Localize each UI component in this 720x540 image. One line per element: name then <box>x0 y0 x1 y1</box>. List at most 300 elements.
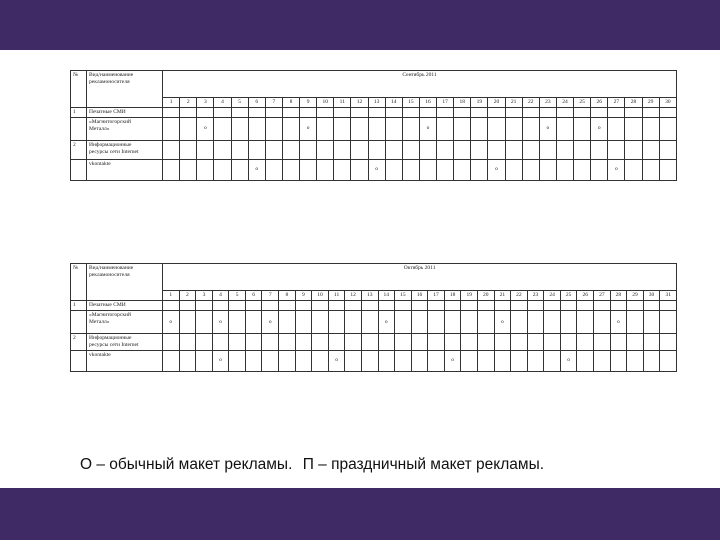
schedule-cell <box>179 350 196 371</box>
schedule-mark: о <box>197 117 214 140</box>
table-row <box>71 334 677 351</box>
empty-cell <box>437 140 454 159</box>
empty-cell <box>351 107 368 117</box>
empty-cell <box>419 140 436 159</box>
schedule-cell <box>279 350 296 371</box>
number-header: № <box>71 71 87 108</box>
day-header: 22 <box>511 291 528 301</box>
schedule-cell <box>262 350 279 371</box>
schedule-cell <box>511 311 528 334</box>
empty-cell <box>610 301 627 311</box>
schedule-mark: о <box>419 117 436 140</box>
schedule-cell <box>428 350 445 371</box>
empty-cell <box>454 107 471 117</box>
section-number: 2 <box>71 140 87 159</box>
empty-cell <box>428 301 445 311</box>
schedule-cell <box>643 350 660 371</box>
day-header: 14 <box>385 98 402 108</box>
empty-cell <box>643 334 660 351</box>
top-band <box>0 0 720 50</box>
section-number: 1 <box>71 107 87 117</box>
schedule-cell <box>511 350 528 371</box>
table-row <box>71 350 677 371</box>
day-header: 24 <box>556 98 573 108</box>
day-header: 4 <box>212 291 229 301</box>
empty-cell <box>437 107 454 117</box>
empty-cell <box>594 301 611 311</box>
empty-cell <box>231 107 248 117</box>
empty-cell <box>300 107 317 117</box>
schedule-cell <box>625 159 642 180</box>
empty-cell <box>196 334 213 351</box>
empty-cell <box>539 140 556 159</box>
schedule-cell <box>378 350 395 371</box>
schedule-cell <box>402 117 419 140</box>
month-header: Сентябрь 2011 <box>163 71 677 98</box>
day-header: 26 <box>591 98 608 108</box>
empty-cell <box>591 140 608 159</box>
schedule-cell <box>659 159 676 180</box>
day-header: 6 <box>245 291 262 301</box>
row-number <box>71 117 87 140</box>
schedule-cell <box>527 350 544 371</box>
day-header: 9 <box>295 291 312 301</box>
empty-cell <box>471 107 488 117</box>
empty-cell <box>544 334 561 351</box>
schedule-cell <box>282 159 299 180</box>
schedule-mark: о <box>444 350 461 371</box>
day-header: 15 <box>402 98 419 108</box>
schedule-cell <box>522 159 539 180</box>
schedule-cell <box>351 117 368 140</box>
day-header: 1 <box>163 291 180 301</box>
empty-cell <box>385 107 402 117</box>
empty-cell <box>378 301 395 311</box>
empty-cell <box>197 107 214 117</box>
media-header-line1: Вид/наименование <box>89 72 134 78</box>
schedule-cell <box>594 311 611 334</box>
day-header: 3 <box>196 291 213 301</box>
schedule-cell <box>180 159 197 180</box>
media-header-line1: Вид/наименование <box>89 265 134 271</box>
schedule-cell <box>351 159 368 180</box>
legend-caption <box>80 456 550 474</box>
schedule-cell <box>419 159 436 180</box>
day-header: 12 <box>345 291 362 301</box>
empty-cell <box>522 107 539 117</box>
day-header: 29 <box>627 291 644 301</box>
day-header: 21 <box>494 291 511 301</box>
schedule-cell <box>527 311 544 334</box>
empty-cell <box>248 140 265 159</box>
schedule-cell <box>196 350 213 371</box>
schedule-mark: о <box>262 311 279 334</box>
empty-cell <box>477 301 494 311</box>
empty-cell <box>262 334 279 351</box>
empty-cell <box>328 334 345 351</box>
empty-cell <box>295 301 312 311</box>
empty-cell <box>328 301 345 311</box>
schedule-mark: о <box>610 311 627 334</box>
empty-cell <box>591 107 608 117</box>
day-header: 3 <box>197 98 214 108</box>
empty-cell <box>245 301 262 311</box>
day-header: 8 <box>279 291 296 301</box>
empty-cell <box>361 301 378 311</box>
day-header: 29 <box>642 98 659 108</box>
empty-cell <box>444 301 461 311</box>
day-header: 31 <box>660 291 677 301</box>
day-header: 20 <box>488 98 505 108</box>
schedule-cell <box>461 311 478 334</box>
schedule-mark: о <box>248 159 265 180</box>
section-number: 1 <box>71 301 87 311</box>
schedule-cell <box>385 117 402 140</box>
schedule-mark: о <box>378 311 395 334</box>
section-title <box>87 334 163 351</box>
row-number <box>71 350 87 371</box>
empty-cell <box>378 334 395 351</box>
empty-cell <box>659 140 676 159</box>
empty-cell <box>625 140 642 159</box>
empty-cell <box>608 140 625 159</box>
day-header: 27 <box>594 291 611 301</box>
schedule-cell <box>660 311 677 334</box>
media-name-line1: «Магнитогорский <box>89 312 131 318</box>
empty-cell <box>494 334 511 351</box>
day-header: 13 <box>361 291 378 301</box>
schedule-cell <box>231 159 248 180</box>
table-row <box>71 107 677 117</box>
schedule-cell <box>577 350 594 371</box>
schedule-cell <box>556 159 573 180</box>
empty-cell <box>351 140 368 159</box>
schedule-cell <box>505 159 522 180</box>
schedule-cell <box>477 350 494 371</box>
schedule-cell <box>295 311 312 334</box>
day-header: 4 <box>214 98 231 108</box>
schedule-cell <box>461 350 478 371</box>
empty-cell <box>643 301 660 311</box>
schedule-cell <box>163 117 180 140</box>
schedule-cell <box>411 350 428 371</box>
empty-cell <box>522 140 539 159</box>
section-number: 2 <box>71 334 87 351</box>
empty-cell <box>248 107 265 117</box>
schedule-cell <box>282 117 299 140</box>
empty-cell <box>334 107 351 117</box>
day-header: 18 <box>454 98 471 108</box>
empty-cell <box>660 301 677 311</box>
day-header: 16 <box>411 291 428 301</box>
empty-cell <box>212 334 229 351</box>
schedule-cell <box>328 311 345 334</box>
empty-cell <box>402 140 419 159</box>
day-header: 17 <box>437 98 454 108</box>
empty-cell <box>610 334 627 351</box>
empty-cell <box>395 301 412 311</box>
day-header: 16 <box>419 98 436 108</box>
empty-cell <box>385 140 402 159</box>
schedule-mark: о <box>608 159 625 180</box>
empty-cell <box>212 301 229 311</box>
bottom-band <box>0 488 720 540</box>
day-header: 25 <box>574 98 591 108</box>
empty-cell <box>312 334 329 351</box>
media-name-line1: «Магнитогорский <box>89 118 131 125</box>
schedule-mark: о <box>212 350 229 371</box>
day-header: 19 <box>461 291 478 301</box>
media-name-line1: vkontakte <box>89 351 111 358</box>
schedule-cell <box>361 311 378 334</box>
schedule-cell <box>163 350 180 371</box>
empty-cell <box>345 301 362 311</box>
schedule-cell <box>231 117 248 140</box>
schedule-cell <box>180 117 197 140</box>
empty-cell <box>163 334 180 351</box>
day-header: 11 <box>328 291 345 301</box>
schedule-cell <box>539 159 556 180</box>
schedule-cell <box>591 159 608 180</box>
section-title-line1: Информационные <box>89 335 132 341</box>
media-name <box>87 117 163 140</box>
empty-cell <box>608 107 625 117</box>
empty-cell <box>245 334 262 351</box>
schedule-cell <box>522 117 539 140</box>
schedule-cell <box>179 311 196 334</box>
schedule-mark: о <box>212 311 229 334</box>
legend-regular: О – обычный макет рекламы. <box>80 456 293 473</box>
schedule-cell <box>610 350 627 371</box>
schedule-cell <box>494 350 511 371</box>
empty-cell <box>214 140 231 159</box>
empty-cell <box>163 107 180 117</box>
schedule-mark: о <box>539 117 556 140</box>
schedule-cell <box>643 311 660 334</box>
table-row <box>71 117 677 140</box>
schedule-cell <box>229 311 246 334</box>
day-header: 30 <box>659 98 676 108</box>
empty-cell <box>163 140 180 159</box>
schedule-cell <box>428 311 445 334</box>
schedule-cell <box>312 350 329 371</box>
schedule-cell <box>334 159 351 180</box>
day-header: 21 <box>505 98 522 108</box>
table-row <box>71 301 677 311</box>
empty-cell <box>231 140 248 159</box>
schedule-cell <box>214 117 231 140</box>
media-header-line2: рекламоносителя <box>89 271 130 278</box>
day-header: 9 <box>300 98 317 108</box>
empty-cell <box>180 107 197 117</box>
empty-cell <box>368 140 385 159</box>
empty-cell <box>334 140 351 159</box>
media-name-line2: Металл» <box>89 125 110 132</box>
schedule-mark: о <box>328 350 345 371</box>
empty-cell <box>265 140 282 159</box>
day-header: 22 <box>522 98 539 108</box>
schedule-cell <box>488 117 505 140</box>
schedule-cell <box>574 117 591 140</box>
schedule-mark: о <box>560 350 577 371</box>
day-header: 28 <box>625 98 642 108</box>
day-header: 19 <box>471 98 488 108</box>
schedule-cell <box>395 350 412 371</box>
schedule-cell <box>577 311 594 334</box>
day-header: 18 <box>444 291 461 301</box>
empty-cell <box>197 140 214 159</box>
schedule-cell <box>197 159 214 180</box>
schedule-cell <box>471 159 488 180</box>
day-header: 23 <box>527 291 544 301</box>
empty-cell <box>574 140 591 159</box>
empty-cell <box>317 140 334 159</box>
schedule-cell <box>560 311 577 334</box>
empty-cell <box>505 140 522 159</box>
day-header: 14 <box>378 291 395 301</box>
day-header: 17 <box>428 291 445 301</box>
schedule-cell <box>334 117 351 140</box>
day-header: 13 <box>368 98 385 108</box>
schedule-mark: о <box>163 311 180 334</box>
empty-cell <box>494 301 511 311</box>
day-header: 8 <box>282 98 299 108</box>
day-header: 10 <box>317 98 334 108</box>
day-header: 25 <box>560 291 577 301</box>
empty-cell <box>411 301 428 311</box>
empty-cell <box>577 334 594 351</box>
day-header: 10 <box>312 291 329 301</box>
media-name-line2: Металл» <box>89 318 110 325</box>
schedule-cell <box>300 159 317 180</box>
schedule-cell <box>345 311 362 334</box>
schedule-cell <box>295 350 312 371</box>
empty-cell <box>539 107 556 117</box>
schedule-mark: о <box>591 117 608 140</box>
day-header: 23 <box>539 98 556 108</box>
day-header: 15 <box>395 291 412 301</box>
empty-cell <box>627 301 644 311</box>
empty-cell <box>282 140 299 159</box>
day-header: 7 <box>262 291 279 301</box>
schedule-cell <box>556 117 573 140</box>
schedule-mark: о <box>488 159 505 180</box>
empty-cell <box>411 334 428 351</box>
empty-cell <box>642 140 659 159</box>
day-header: 1 <box>163 98 180 108</box>
empty-cell <box>594 334 611 351</box>
empty-cell <box>627 334 644 351</box>
section-title-line2: ресурсы сети Internet <box>89 341 139 348</box>
empty-cell <box>461 334 478 351</box>
empty-cell <box>402 107 419 117</box>
empty-cell <box>395 334 412 351</box>
day-header: 12 <box>351 98 368 108</box>
media-header-line2: рекламоносителя <box>89 78 130 85</box>
empty-cell <box>544 301 561 311</box>
schedule-cell <box>317 117 334 140</box>
empty-cell <box>312 301 329 311</box>
schedule-cell <box>214 159 231 180</box>
schedule-cell <box>544 350 561 371</box>
day-header: 7 <box>265 98 282 108</box>
schedule-mark: о <box>368 159 385 180</box>
empty-cell <box>556 140 573 159</box>
empty-cell <box>556 107 573 117</box>
empty-cell <box>477 334 494 351</box>
month-header: Октябрь 2011 <box>163 264 677 291</box>
section-title-line2: ресурсы сети Internet <box>89 148 139 155</box>
schedule-cell <box>279 311 296 334</box>
empty-cell <box>229 334 246 351</box>
schedule-cell <box>385 159 402 180</box>
schedule-cell <box>411 311 428 334</box>
schedule-cell <box>444 311 461 334</box>
empty-cell <box>511 334 528 351</box>
empty-cell <box>163 301 180 311</box>
day-header: 2 <box>180 98 197 108</box>
empty-cell <box>488 107 505 117</box>
day-header: 11 <box>334 98 351 108</box>
empty-cell <box>511 301 528 311</box>
day-header: 2 <box>179 291 196 301</box>
day-header: 24 <box>544 291 561 301</box>
empty-cell <box>419 107 436 117</box>
schedule-cell <box>196 311 213 334</box>
empty-cell <box>428 334 445 351</box>
empty-cell <box>560 301 577 311</box>
schedule-cell <box>594 350 611 371</box>
schedule-cell <box>229 350 246 371</box>
empty-cell <box>265 107 282 117</box>
schedule-cell <box>574 159 591 180</box>
empty-cell <box>180 140 197 159</box>
empty-cell <box>282 107 299 117</box>
schedule-cell <box>395 311 412 334</box>
schedule-cell <box>627 350 644 371</box>
schedule-cell <box>265 159 282 180</box>
schedule-cell <box>345 350 362 371</box>
empty-cell <box>659 107 676 117</box>
section-title: Печатные СМИ <box>87 107 163 117</box>
schedule-mark: о <box>494 311 511 334</box>
schedule-cell <box>163 159 180 180</box>
schedule-cell <box>368 117 385 140</box>
table-row <box>71 264 677 291</box>
media-name <box>87 159 163 180</box>
empty-cell <box>625 107 642 117</box>
empty-cell <box>642 107 659 117</box>
row-number <box>71 159 87 180</box>
empty-cell <box>527 334 544 351</box>
media-name <box>87 311 163 334</box>
day-header: 26 <box>577 291 594 301</box>
schedule-cell <box>642 159 659 180</box>
empty-cell <box>505 107 522 117</box>
empty-cell <box>196 301 213 311</box>
day-header: 30 <box>643 291 660 301</box>
schedule-cell <box>544 311 561 334</box>
empty-cell <box>471 140 488 159</box>
empty-cell <box>368 107 385 117</box>
schedule-cell <box>625 117 642 140</box>
section-title <box>87 140 163 159</box>
empty-cell <box>179 301 196 311</box>
schedule-cell <box>402 159 419 180</box>
table-row <box>71 159 677 180</box>
schedule-cell <box>477 311 494 334</box>
table-row <box>71 71 677 98</box>
